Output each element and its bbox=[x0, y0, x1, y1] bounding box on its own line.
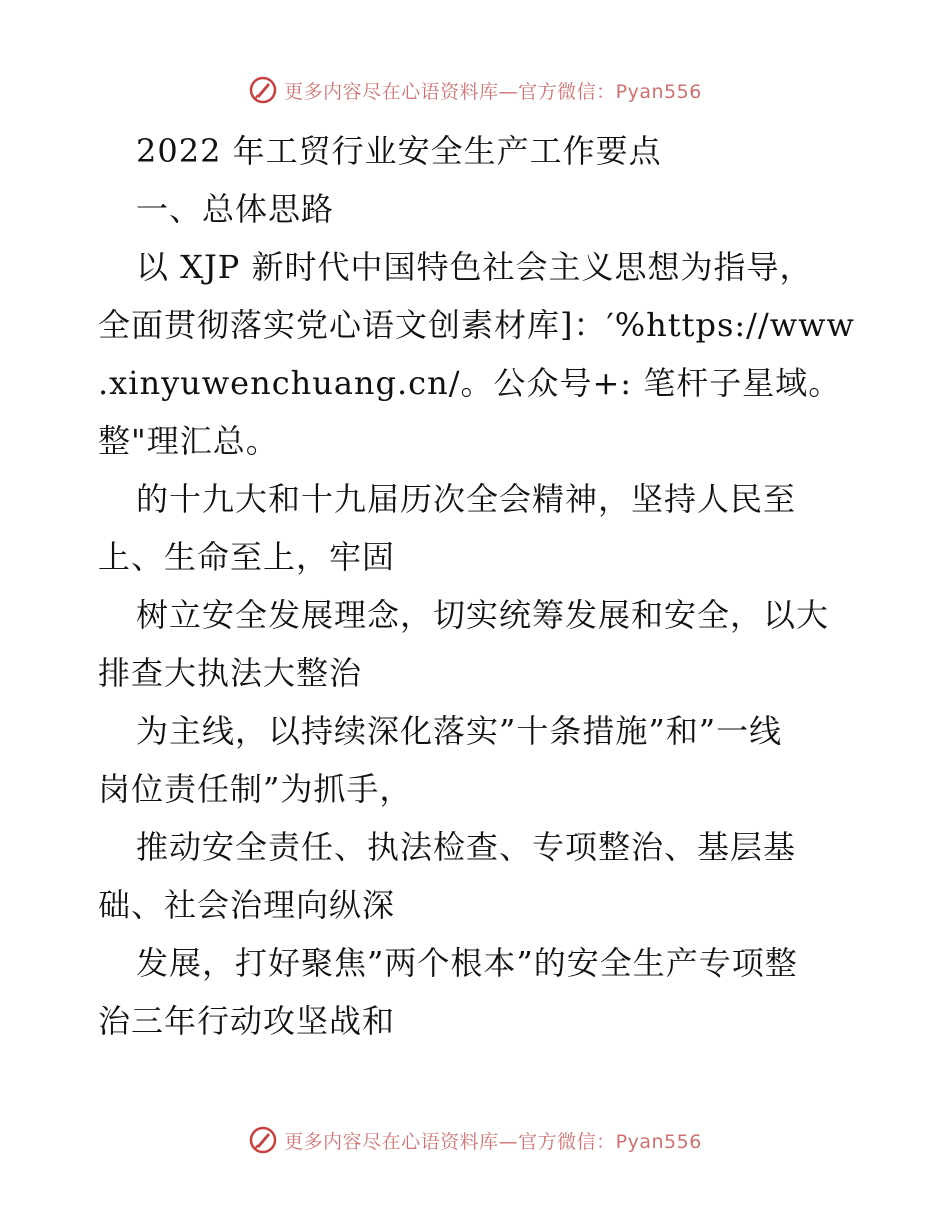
text-line: 推动安全责任、执法检查、专项整治、基层基 bbox=[136, 828, 797, 866]
quill-seal-icon bbox=[248, 75, 278, 105]
text-line: 以 XJP 新时代中国特色社会主义思想为指导， bbox=[136, 248, 813, 286]
document-body bbox=[98, 122, 858, 1050]
text-line: 全面贯彻落实党心语文创素材库]：′%https://www bbox=[98, 306, 855, 344]
text-line: .xinyuwenchuang.cn/。公众号+: 笔杆子星域。 bbox=[98, 364, 842, 402]
text-line: 为主线，以持续深化落实”十条措施”和”一线 bbox=[136, 712, 783, 750]
quill-seal-icon bbox=[248, 1125, 278, 1155]
text-line: 的十九大和十九届历次全会精神，坚持人民至 bbox=[136, 480, 797, 518]
header-banner-text: 更多内容尽在心语资料库—官方微信：Pyan556 bbox=[284, 80, 702, 103]
text-line: 排查大执法大整治 bbox=[98, 654, 363, 692]
footer-banner-text: 更多内容尽在心语资料库—官方微信：Pyan556 bbox=[284, 1130, 702, 1153]
text-line: 岗位责任制”为抓手， bbox=[98, 770, 413, 808]
text-line: 树立安全发展理念，切实统筹发展和安全，以大 bbox=[136, 596, 830, 634]
text-line: 础、社会治理向纵深 bbox=[98, 886, 396, 924]
text-line: 整"理汇总。 bbox=[98, 422, 279, 460]
text-line: 一、总体思路 bbox=[136, 190, 335, 228]
text-line: 发展，打好聚焦”两个根本”的安全生产专项整 bbox=[136, 944, 798, 982]
footer-banner bbox=[0, 1120, 950, 1160]
text-line: 2022 年工贸行业安全生产工作要点 bbox=[136, 132, 662, 170]
text-line: 治三年行动攻坚战和 bbox=[98, 1002, 396, 1040]
header-banner bbox=[0, 70, 950, 110]
text-line: 上、生命至上，牢固 bbox=[98, 538, 396, 576]
